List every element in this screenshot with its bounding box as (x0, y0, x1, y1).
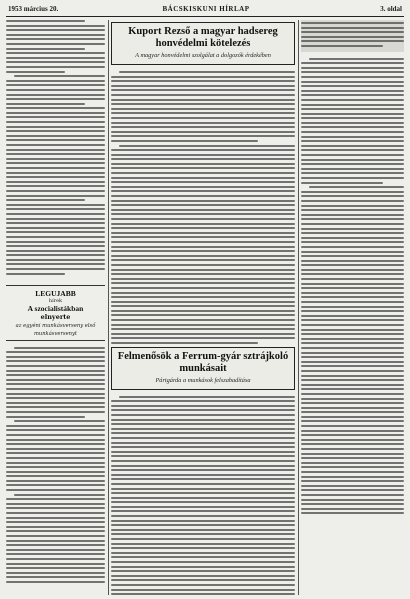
column-rule (298, 20, 299, 595)
article-text (6, 20, 105, 275)
middle-column (111, 20, 295, 595)
masthead (6, 4, 404, 17)
second-headline-subtitle: Pártgárda a munkások felszabadítása (155, 376, 251, 384)
left-column (6, 20, 105, 595)
issue-date: 1953 március 20. (8, 5, 59, 13)
left-headline-sub2: munkásversenyt (33, 330, 78, 337)
second-headline-box (111, 347, 295, 390)
main-headline-subtitle: A magyar honvédelmi szolgálat a dolgozók érdekében (135, 52, 271, 59)
left-headline (6, 285, 105, 341)
second-headline-line2: munkásait (179, 362, 227, 374)
left-headline-kicker: LEGUJABB (35, 288, 76, 298)
left-headline-title2: elnyerte (40, 312, 71, 321)
article-text (301, 20, 404, 52)
left-headline-title: A szocialistákban (27, 303, 84, 313)
page-number: 3. oldal (380, 5, 402, 13)
main-headline-line2: honvédelmi kötelezés (155, 38, 251, 49)
left-headline-small: hírek (48, 297, 63, 304)
column-rule (108, 20, 109, 595)
right-column (301, 20, 404, 595)
article-text (301, 58, 404, 515)
left-headline-sub: az egyéni munkásverseny első (15, 322, 96, 329)
article-text (6, 347, 105, 583)
main-headline-box (111, 22, 295, 65)
article-text (111, 71, 295, 344)
second-headline-line1: Felmenősök a Ferrum-gyár sztrájkoló (117, 350, 289, 362)
article-text (111, 396, 295, 595)
paper-name: BÁCSKISKUNI HÍRLAP (162, 5, 250, 13)
main-headline-line1: Kuport Rezső a magyar hadsereg (128, 26, 278, 37)
